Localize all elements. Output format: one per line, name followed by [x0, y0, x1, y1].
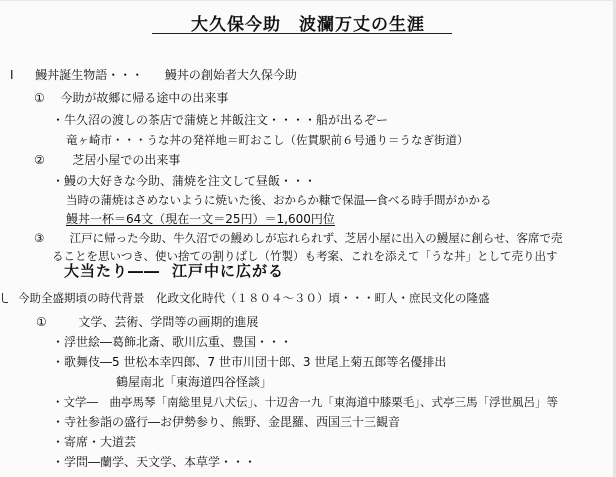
item-text: 今助が故郷に帰る途中の出来事	[60, 91, 229, 105]
section1-roman: Ⅰ	[10, 68, 14, 82]
section2-bullet: ・歌舞伎―5 世松本幸四郎、7 世市川団十郎、3 世尾上菊五郎等名優排出	[52, 355, 447, 369]
item-number: ①	[36, 315, 47, 329]
section1-item2-line2: 当時の蒲焼はさめないように焼いた後、おからか糠で保温―食べる時手間がかかる	[66, 193, 492, 207]
title-name: 大久保今助	[191, 15, 281, 35]
section1-heading	[10, 67, 297, 83]
section2-bullet: ・寺社参詣の盛行―お伊勢参り、熊野、金毘羅、西国三十三観音	[52, 415, 401, 429]
section2-bracket-mark	[2, 293, 8, 303]
item-text: 文学、芸術、学問等の画期的進展	[78, 315, 259, 329]
section1-item2-line3: 鰻丼一杯＝64文（現在一文＝25円）＝1,600円位	[66, 212, 335, 226]
section1-item1	[34, 90, 228, 106]
item-number: ②	[34, 153, 45, 167]
title-subtitle: 波瀾万丈の生涯	[299, 15, 425, 35]
slogan	[64, 262, 284, 280]
section2-bullet: ・浮世絵―葛飾北斎、歌川広重、豊国・・・	[52, 335, 293, 349]
section1-item1-line1: ・牛久沼の渡しの茶店で蒲焼と丼飯注文・・・・船が出るぞー	[52, 113, 389, 127]
slogan-b: 江戸中に広がる	[172, 262, 285, 280]
section1-item3-line2: ることを思いつき、使い捨ての割りばし（竹製）も考案、これを添えて「うな丼」として売り出す	[52, 249, 558, 263]
section2-bullet: ・学問―蘭学、天文学、本草学・・・	[52, 455, 257, 469]
section1-heading-b: 鰻丼の創始者大久保今助	[164, 68, 297, 82]
page-title	[0, 10, 616, 35]
section1-item3	[34, 230, 563, 246]
title-underline	[152, 33, 452, 34]
section2-item1	[36, 314, 258, 330]
slogan-a: 大当たり――	[64, 262, 161, 280]
section2-bullet-continuation: 鶴屋南北「東海道四谷怪談」	[116, 375, 273, 389]
section1-item2	[34, 152, 180, 168]
item-number: ③	[34, 231, 45, 245]
section1-item1-line2: 竜ヶ崎市・・・うな丼の発祥地＝町おこし（佐貫駅前６号通り＝うなぎ街道）	[66, 133, 469, 147]
item-line1: 江戸に帰った今助、牛久沼での鰻めしが忘れられず、芝居小屋に出入の鰻屋に創らせ、客席で売	[69, 231, 563, 245]
section2-heading: 今助全盛期頃の時代背景 化政文化時代（１８０４～３０）頃・・・町人・庶民文化の隆盛	[18, 291, 490, 305]
section1-heading-a: 鰻丼誕生物語・・・	[35, 68, 144, 82]
item-text: 芝居小屋での出来事	[72, 153, 181, 167]
item-number: ①	[34, 91, 45, 105]
section1-item2-line1: ・鰻の大好きな今助、蒲焼を注文して昼飯・・・	[52, 174, 317, 188]
section2-bullet: ・寄席・大道芸	[52, 435, 137, 449]
section2-bullet: ・文学― 曲亭馬琴「南総里見八犬伝」、十辺舎一九「東海道中膝栗毛」、式亭三馬「浮世風呂」等	[52, 395, 558, 409]
